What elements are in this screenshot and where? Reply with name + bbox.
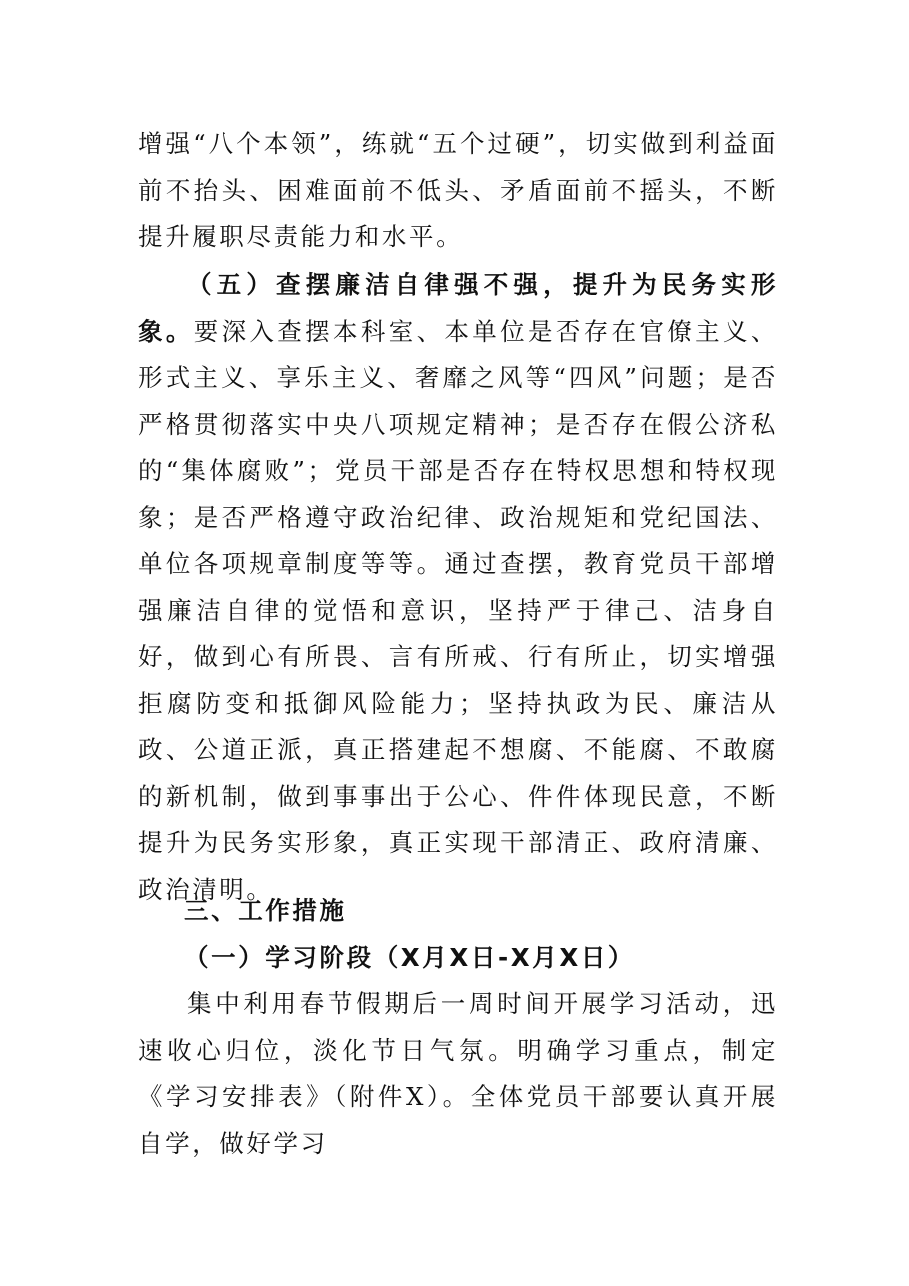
section-five-heading: （五）查摆廉洁自律强不强，提升为民务实形象。 bbox=[138, 270, 778, 346]
subsection-heading: （一）学习阶段（X月X日-X月X日） bbox=[184, 943, 636, 972]
body-paragraph: 增强“八个本领”，练就“五个过硬”，切实做到利益面前不抬头、困难面前不低头、矛盾面前不摇头，不断提升履职尽责能力和水平。 bbox=[138, 129, 778, 251]
section-five-paragraph bbox=[138, 262, 778, 913]
section-heading: 三、工作措施 bbox=[184, 896, 347, 925]
section-five-body: 要深入查摆本科室、本单位是否存在官僚主义、形式主义、享乐主义、奢靡之风等“四风”问题；是否严格贯彻落实中央八项规定精神；是否存在假公济私的“集体腐败”；党员干部是否存在特权思想和特权现象；是否严格遵守政治纪律、政治规矩和党纪国法、单位各项规章制度等等。通过查摆，教育党员干部增强廉洁自律的觉悟和意识，坚持严于律己、洁身自好，做到心有所畏、言有所戒、行有所止，切实增强拒腐防变和抵御风险能力；坚持执政为民、廉洁从政、公道正派，真正搭建起不想腐、不能腐、不敢腐的新机制，做到事事出于公心、件件体现民意，不断提升为民务实形象，真正实现干部清正、政府清廉、政治清明。 bbox=[138, 316, 778, 904]
body-paragraph-study: 集中利用春节假期后一周时间开展学习活动，迅速收心归位，淡化节日气氛。明确学习重点，制定《学习安排表》（附件X）。全体党员干部要认真开展自学，做好学习 bbox=[138, 989, 778, 1158]
